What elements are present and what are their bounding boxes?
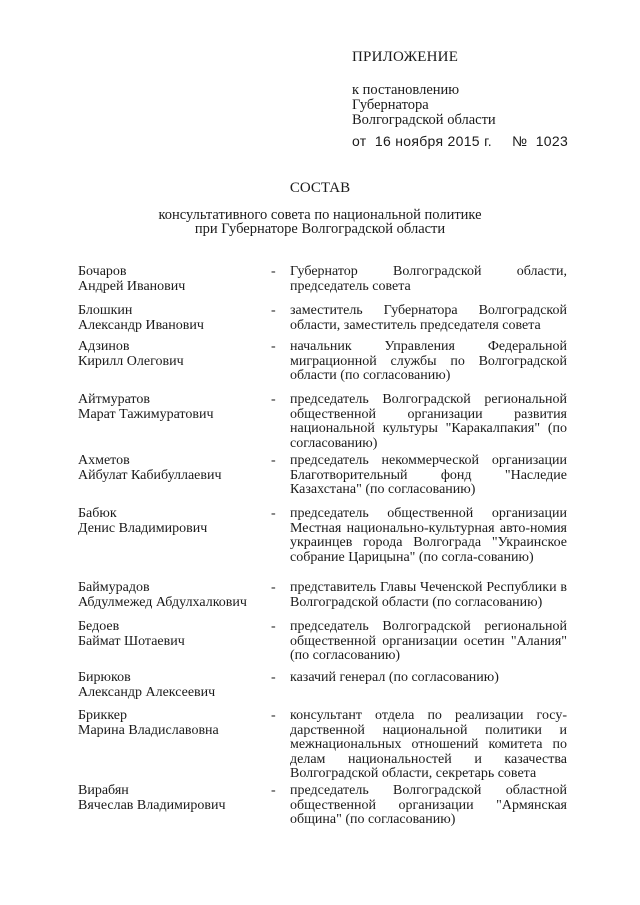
appendix-line: к постановлению — [352, 82, 460, 98]
member-surname: Адзинов — [78, 339, 130, 354]
member-given-names: Марина Владиславовна — [78, 722, 219, 738]
member-given-names: Марат Тажимуратович — [78, 406, 214, 422]
member-surname: Бирюков — [78, 670, 131, 685]
member-dash: - — [271, 453, 276, 468]
appendix-title: ПРИЛОЖЕНИЕ — [352, 49, 459, 65]
member-surname: Айтмуратов — [78, 392, 150, 407]
member-name — [78, 581, 273, 610]
member-name — [78, 671, 268, 700]
member-position: заместитель Губернатора Волгоградской области, заместитель председателя совета — [290, 303, 567, 333]
member-surname: Ахметов — [78, 453, 130, 468]
member-dash: - — [271, 708, 276, 723]
member-dash: - — [271, 392, 276, 407]
member-given-names: Денис Владимирович — [78, 520, 208, 536]
member-dash: - — [271, 339, 276, 354]
member-dash: - — [271, 580, 276, 595]
member-dash: - — [271, 670, 276, 685]
member-position: председатель некоммерческой организации Благотворительный фонд "Наследие Казахстана" (по согласованию) — [290, 453, 567, 497]
member-given-names: Абдулмежед Абдулхалкович — [78, 594, 247, 610]
member-dash: - — [271, 303, 276, 318]
member-position: председатель Волгоградской областной общественной организации "Армянская община" (по согласованию) — [290, 783, 567, 827]
member-name — [78, 340, 268, 369]
member-name — [78, 393, 268, 422]
member-position: председатель общественной организации Местная национально-культурная авто-номия украинцев города Волгограда "Украинское собрание Царицына" (по согла-сованию) — [290, 506, 567, 565]
decree-number: № 1023 — [512, 133, 569, 149]
member-position: председатель Волгоградской региональной общественной организации развития национальной культуры "Каракалпакия" (по согласованию) — [290, 392, 567, 451]
member-position: начальник Управления Федеральной миграционной службы по Волгоградской области (по согласованию) — [290, 339, 567, 383]
appendix-line: Волгоградской области — [352, 112, 496, 128]
member-name — [78, 265, 268, 294]
member-position: консультант отдела по реализации госу-дарственной национальной политики и межнациональных отношений комитета по делам национальностей и казачества Волгоградской области, секретарь совета — [290, 708, 567, 781]
member-name — [78, 620, 268, 649]
member-dash: - — [271, 619, 276, 634]
decree-date: от 16 ноября 2015 г. — [352, 133, 492, 149]
member-name — [78, 304, 268, 333]
subheading-line: при Губернаторе Волгоградской области — [194, 221, 446, 237]
member-dash: - — [271, 506, 276, 521]
appendix-line: Губернатора — [352, 97, 429, 113]
member-given-names: Вячеслав Владимирович — [78, 797, 226, 813]
member-given-names: Андрей Иванович — [78, 278, 186, 294]
member-dash: - — [271, 783, 276, 798]
member-given-names: Александр Алексеевич — [78, 684, 216, 700]
document-subheading — [100, 208, 540, 236]
appendix-block — [352, 50, 496, 128]
subheading-line: консультативного совета по национальной политике — [158, 207, 482, 223]
member-name — [78, 507, 268, 536]
member-given-names: Александр Иванович — [78, 317, 204, 333]
member-surname: Блошкин — [78, 303, 133, 318]
document-heading: СОСТАВ — [289, 180, 351, 196]
member-given-names: Кирилл Олегович — [78, 353, 184, 369]
member-dash: - — [271, 264, 276, 279]
member-position: Губернатор Волгоградской области, председатель совета — [290, 264, 567, 294]
member-position: казачий генерал (по согласованию) — [290, 670, 499, 685]
member-name — [78, 454, 268, 483]
member-surname: Бочаров — [78, 264, 127, 279]
member-name — [78, 709, 268, 738]
member-surname: Бриккер — [78, 708, 127, 723]
decree-date-line — [352, 133, 569, 149]
member-position: представитель Главы Чеченской Республики в Волгоградской области (по согласованию) — [290, 580, 567, 610]
member-given-names: Айбулат Кабибуллаевич — [78, 467, 222, 483]
member-name — [78, 784, 268, 813]
member-surname: Бедоев — [78, 619, 120, 634]
member-surname: Бабюк — [78, 506, 117, 521]
member-surname: Баймурадов — [78, 580, 150, 595]
member-position: председатель Волгоградской региональной общественной организации осетин "Алания" (по согласованию) — [290, 619, 567, 663]
member-given-names: Баймат Шотаевич — [78, 633, 185, 649]
member-surname: Вирабян — [78, 783, 129, 798]
